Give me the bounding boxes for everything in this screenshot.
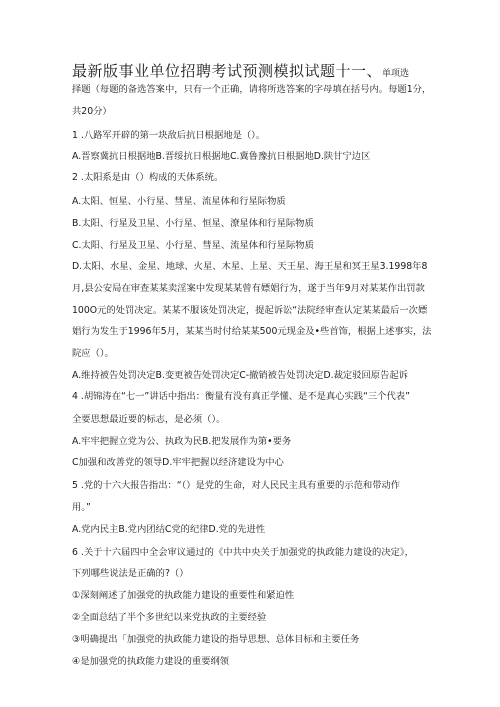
text-line: 院应（）。 — [72, 348, 114, 359]
title-main: 最新版事业单位招聘考试预测模拟试题十一、 — [72, 62, 383, 80]
text-line: D.太阳、水星、金星、地球、火星、木星、上星、天王星、海王星和冥王星3.1998年8 — [72, 261, 428, 272]
text-line: 娼行为发生于1996年5月，某某当时付给某某500元现金及•些首饰，根据上述事实，法 — [72, 326, 432, 337]
text-line: 4 .胡锦涛在“七一”讲话中指出：衡量有没有真正学懂、是不是真心实践“三个代表” — [72, 391, 410, 402]
text-line: 6 .关于十六届四中全会审议通过的《中共中央关于加强党的执政能力建设的决定》， — [72, 547, 414, 558]
text-line: C加强和改善党的领导D.牢牢把握以经济建设为中心 — [72, 457, 284, 468]
text-line: 共20分） — [72, 106, 112, 117]
text-line: ②全面总结了半个多世纪以来党执政的主要经验 — [72, 612, 267, 623]
text-line: 100O元的处罚决定。某某不服该处罚决定，提起诉讼“法院经审查认定某某最后一次嫖 — [72, 305, 428, 316]
text-line: B.太阳、行星及卫星、小行星、恒星、潦星体和行星际物质 — [72, 218, 314, 229]
title-tail: 单项选 — [382, 69, 410, 79]
text-line: ①深刻阐述了加强党的执政能力建设的重要性和紧迫性 — [72, 590, 295, 601]
text-line: 下列哪些说法是正确的?（） — [72, 568, 189, 579]
document-title — [72, 60, 472, 81]
text-line: 2 .太阳系是由（）构成的天体系统。 — [72, 172, 224, 183]
text-line: A.维持被告处罚决定B.变更被告处罚决定C-撤销被告处罚决定D.裁定驳回原告起诉 — [72, 370, 408, 381]
text-line: 月,县公安局在审查某某卖淫案中发现某某曾有嫖娼行为，遂于当年9月对某某作出罚款 — [72, 283, 425, 294]
text-line: C.太阳、行星及卫星、小行星、彗星、流星体和行星际物质 — [72, 240, 314, 251]
text-line: 1 .八路军开辟的第一块敌后抗日根据地是（）。 — [72, 130, 266, 141]
text-line: A.牢牢把握立党为公、执政为民B.把发展作为第•要务 — [72, 436, 292, 447]
text-line: A.太阳、恒星、小行星、彗星、流星体和行星际物质 — [72, 196, 286, 207]
text-line: 择题（每题的备选答案中，只有一个正确，请将所选答案的字母填在括号内。每题1分， — [72, 84, 432, 95]
text-line: A.晋察冀抗日根据地B.晋绥抗日根据地C.冀鲁豫抗日根据地D.陕甘宁边区 — [72, 151, 371, 162]
text-line: ③明确提出「加强党的执政能力建设的指导思想、总体目标和主要任务 — [72, 634, 360, 645]
text-line: 全要思想最近要的标志，是必须（）。 — [72, 414, 226, 425]
text-line: 5 .党的十六大报告指出：“（）是党的生命，对人民民主具有重要的示范和带动作 — [72, 480, 401, 491]
text-line: A.党内民主B.党内团结C党的纪律D.党的先进性 — [72, 524, 266, 535]
text-line: ④是加强党的执政能力建设的重要纲领 — [72, 656, 230, 667]
text-line: 用。” — [72, 502, 91, 513]
